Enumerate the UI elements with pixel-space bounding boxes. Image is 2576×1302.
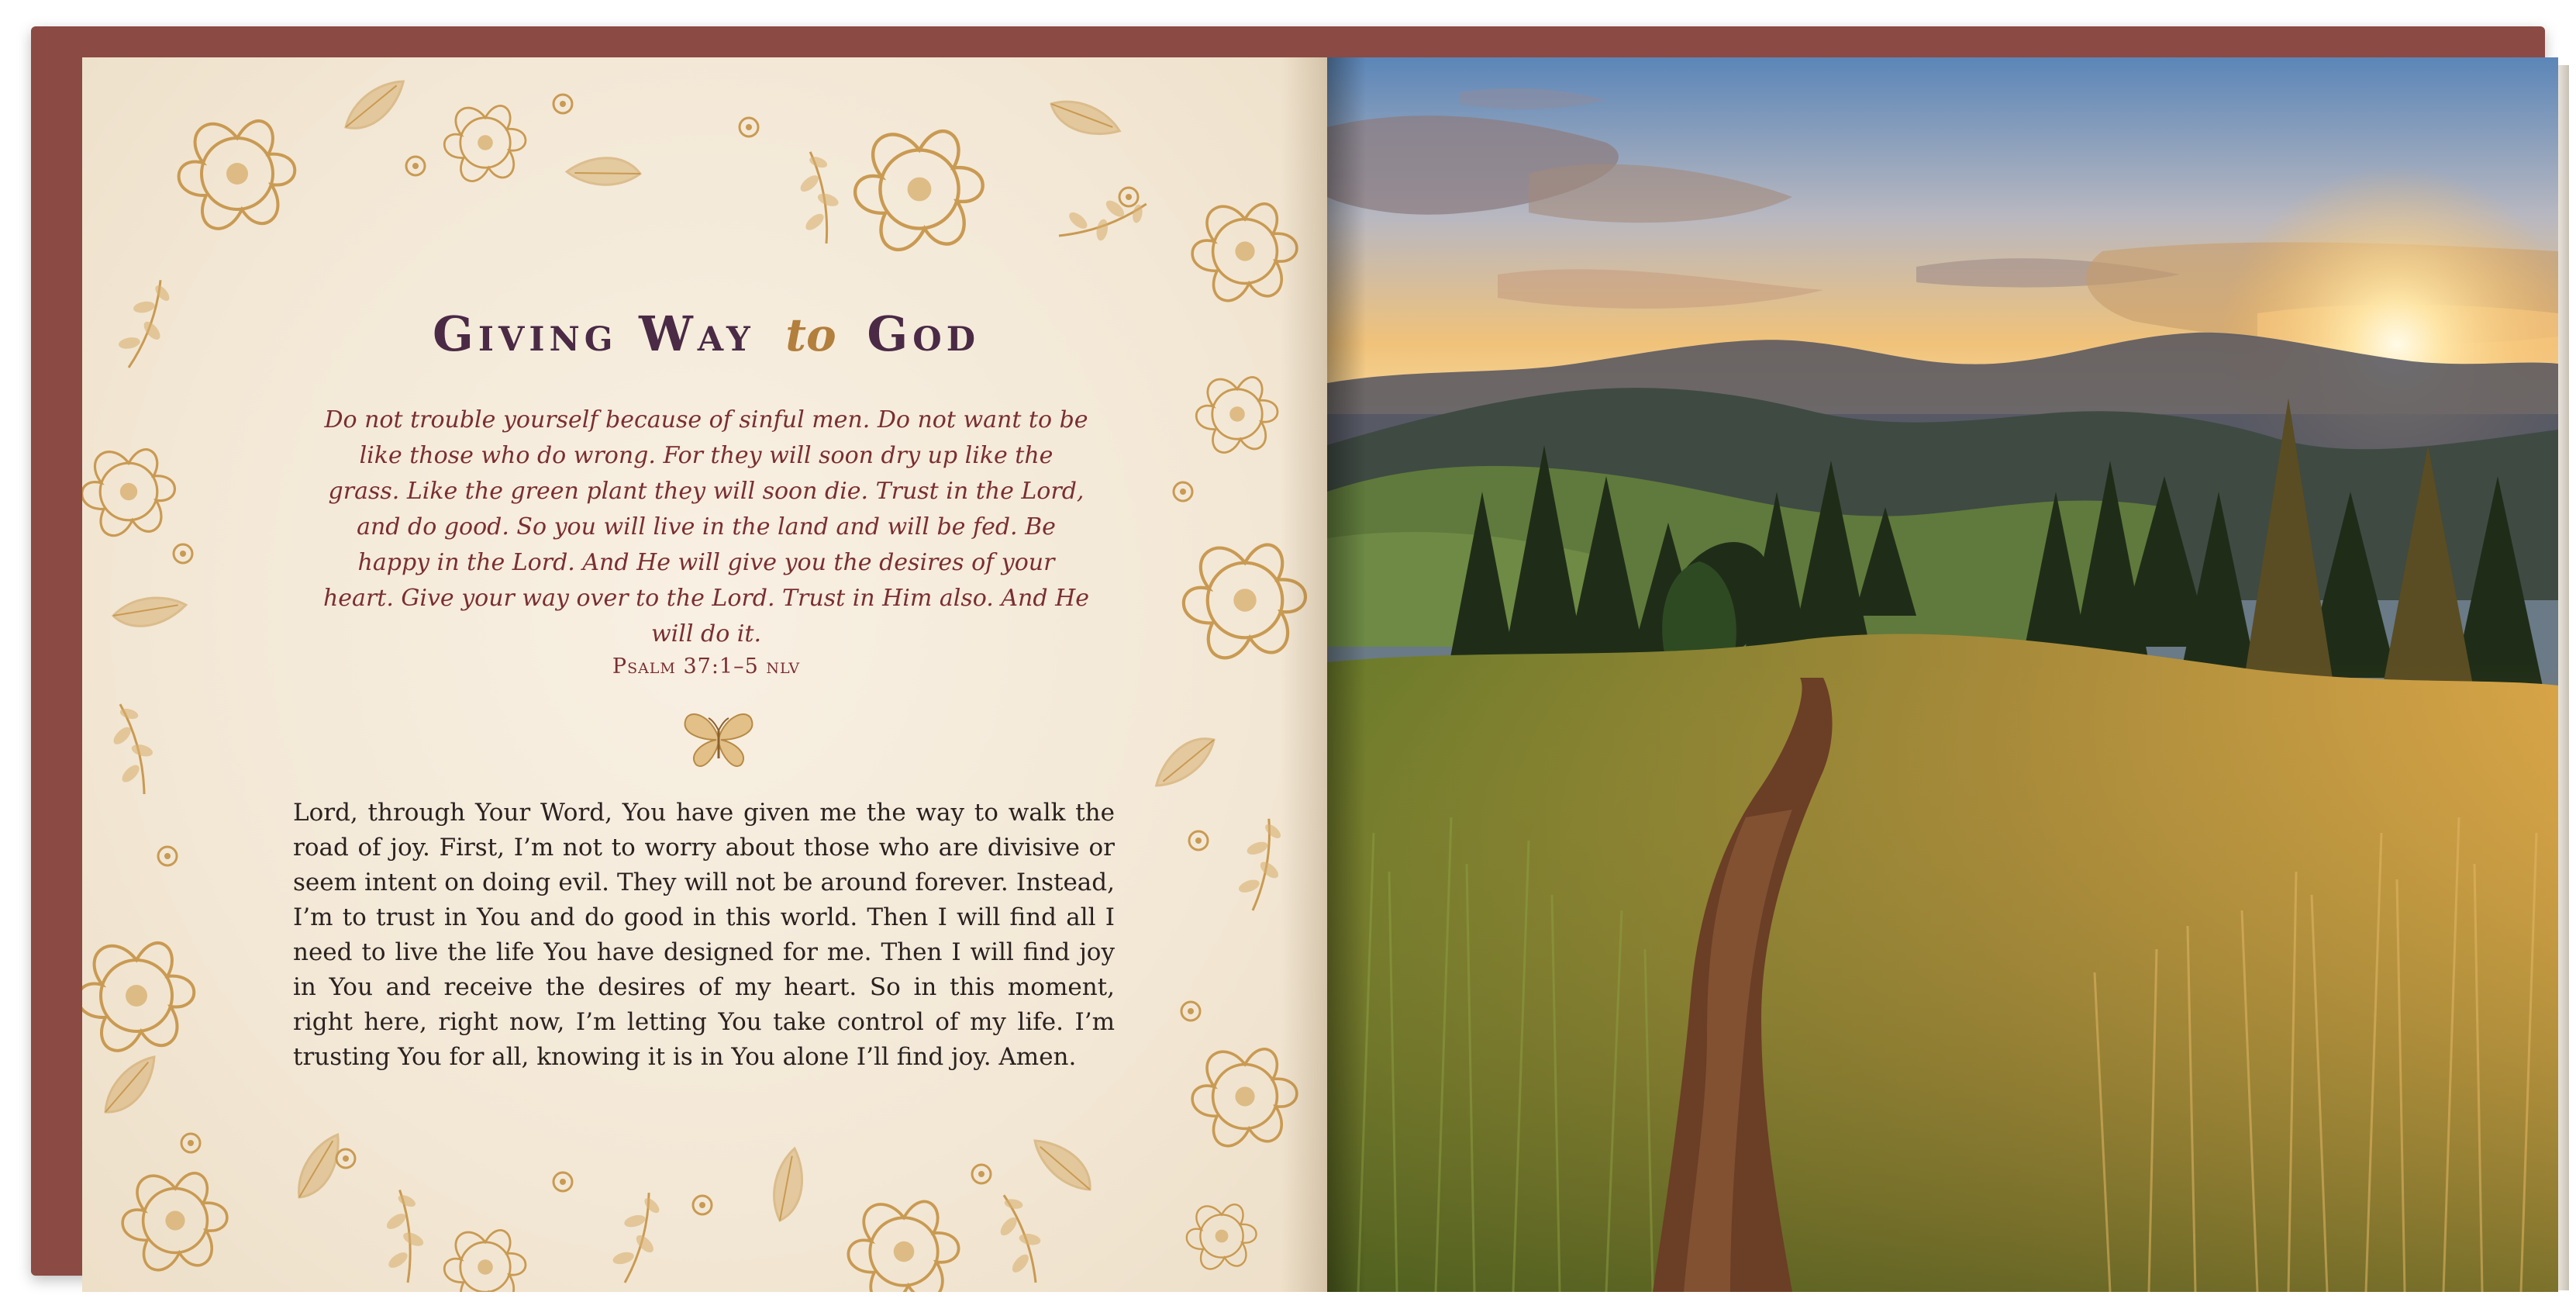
page-title [315, 306, 1098, 362]
book-spread [31, 26, 2545, 1276]
title-pre: Giving Way [432, 306, 755, 362]
prayer-text: Lord, through Your Word, You have given me the way to walk the road of joy. First, I’m not to worry about those who are divisive or seem intent on doing evil. They will not be around forever. Instead, I’m to trust in You and do good in this world. Then I will find all I need to live the life You have designed for me. Then I will find joy in You and receive the desires of my heart. So in this moment, right here, right now, I’m letting You take control of my life. I’m trusting You for all, knowing it is in You alone I’ll find joy. Amen. [293, 799, 1115, 1071]
title-post: God [867, 306, 981, 362]
mountain-meadow-sunset-photo [1327, 57, 2558, 1292]
title-connector: to [785, 309, 836, 361]
right-page [1327, 57, 2558, 1292]
page-edge [2558, 65, 2569, 1290]
scripture-quote: Do not trouble yourself because of sinful men. Do not want to be like those who do wrong. For they will soon dry up like the grass. Like the green plant they will soon die. Trust in the Lord, and do good. So you will live in the land and will be fed. Be happy in the Lord. And He will give you the desires of your heart. Give your way over to the Lord. Trust in Him also. And He will do it. [322, 406, 1090, 648]
scripture-reference: Psalm 37:1–5 nlv [612, 654, 801, 679]
left-page [82, 57, 1327, 1292]
butterfly-icon [681, 707, 757, 769]
